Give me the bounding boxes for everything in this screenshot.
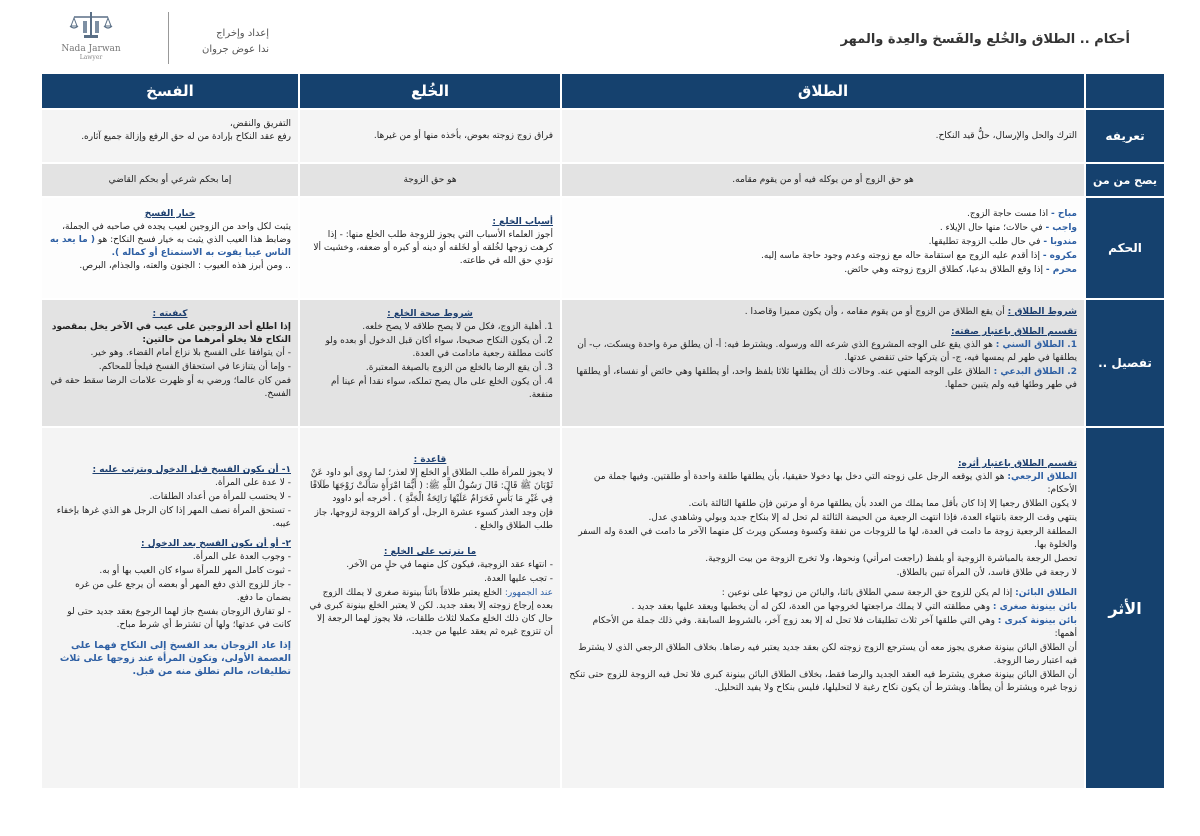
effect-khul-title: قاعدة : (413, 455, 447, 465)
detail-talaq-division-title: تقسيم الطلاق باعتبار صفته: (951, 327, 1077, 337)
effect-khul-rule: لا يجوز للمرأة طلب الطلاق أو الخلع إلا لعذر؛ لما روى أبو داود عَنْ ثَوْبَانَ ﷺ قَالَ: قَالَ رَسُولُ اللَّهِ ﷺ: ( أَيُّمَا امْرَأَةٍ سَأَلَتْ زَوْجَهَا طَلَاقًا فِي غَيْرِ مَا بَأْسٍ فَحَرَامٌ عَلَيْهَا رَائِحَةُ الْجَنَّةِ ) . أخرجه أبو داوود (310, 468, 553, 504)
effect-faskh-title-1: ١- أن يكون الفسخ قبل الدخول ويترتب عليه : (92, 465, 291, 475)
definition-khul (300, 110, 560, 162)
effect-khul (300, 428, 560, 788)
list-item: - وإما أن يتنازعا في استحقاق الفسخ فيلجأ للمحاكم. (98, 362, 291, 372)
logo-divider (168, 12, 169, 64)
ruling-faskh-text: يثبت لكل واحد من الزوجين لعيب يجده في صاحبه في الجملة، وضابط هذا العيب الذي يثبت به خيار فسخ النكاح: هو ( ما يعد به الناس عيبا يفوت به الاستمتاع أو كماله ). (49, 222, 291, 258)
who-faskh-text: إما بحكم شرعي أو بحكم القاضي (108, 174, 232, 185)
detail-faskh (42, 300, 298, 426)
credit-line-2: ندا عوض جروان (202, 44, 270, 55)
effect-khul-majority: عند الجمهور: الخلع يعتبر طلاقاً بائناً بينونة صغرى لا يملك الزوج بعده إرجاع زوجته إلا بعقد جديد. لكن لا يعتبر الخلع بينونة كبرى في حال كان ذلك الخلع مكملا لثلاث طلقات، فلا يجوز لهما الرجعة إلا أن تتزوج غيره ثم يعقد عليها من جديد. (309, 588, 553, 637)
definition-faskh (42, 110, 298, 162)
list-item: - لا يحتسب للمرأة من أعداد الطلقات. (149, 492, 291, 502)
table-row-effect (42, 428, 1164, 788)
effect-talaq-kubra: بائن بينونة كبرى : وهي التي طلقها آخر ثلاث تطليقات فلا تحل له إلا بعد زوج آخر، بالشروط السابقة. وفي ذلك جملة من الأحكام أهمها: (592, 616, 1077, 639)
effect-talaq-bain: الطلاق البائن: إذا لم يكن للزوج حق الرجعة سمي الطلاق بائنا، والبائن من زوجها على نوعين : (721, 588, 1077, 598)
page-title: أحكام .. الطلاق والخُلع والفَسخ والعِدة والمهر (840, 32, 1130, 47)
logo-subtitle: Lawyer (79, 54, 103, 61)
effect-talaq (562, 428, 1084, 788)
row-label-effect: الأثر (1086, 428, 1164, 788)
detail-talaq-bidi: 2. الطلاق البدعي : الطلاق على الوجه المنهي عنه. وحالات ذلك أن يطلقها ثلاثا بلفظ واحد، أو يطلقها وهي حائض أو نفساء، أو يطلقها في طهر وطئها فيه ولم يتبين حملها. (576, 367, 1077, 390)
ruling-khul-text: أجوز العلماء الأسباب التي يجوز للزوجة طلب الخلع منها: - إذا كرهت زوجها لخُلقه أو لخَلقه أو دينه أو كبره أو ضعفه، وخشيت ألا تؤدي حق الله في طاعته. (313, 230, 553, 266)
effect-khul-effect-title: ما يترتب على الخلع : (383, 547, 477, 557)
definition-faskh-line-2: رفع عقد النكاح بإرادة من له حق الرفع وإزالة جميع آثاره. (81, 132, 291, 142)
list-item: - لا عدة على المرأة. (215, 478, 291, 488)
table-row-definition (42, 110, 1164, 162)
effect-talaq-raji: الطلاق الرجعي: هو الذي يوقعه الرجل على زوجته التي دخل بها دخولا حقيقيا، بأن يطلقها طلقة واحدة أو طلقتين. وفيها جملة من الأحكام: (593, 472, 1077, 495)
table-row-detail (42, 300, 1164, 426)
corner-cell (1086, 74, 1164, 108)
column-header-faskh: الفسخ (42, 74, 298, 108)
list-item: 3. أن يقع الرضا بالخلع من الزوج بالصيغة المعتبرة. (365, 363, 553, 373)
definition-khul-text: فراق زوج زوجته بعوض، بأخذه منها أو من غيرها. (373, 130, 553, 141)
who-talaq-text: هو حق الزوج أو من يوكله فيه أو من يقوم مقامه. (732, 174, 914, 185)
list-item: 1. أهلية الزوج، فكل من لا يصح طلاقه لا يصح خلعه. (362, 322, 553, 332)
ruling-khul-title: أسباب الخلع : (492, 217, 553, 227)
list-item: - تجب عليها العدة. (484, 574, 553, 584)
detail-faskh-bold: إذا اطلع أحد الزوجين على عيب في الآخر يخل بمقصود النكاح فلا يخلو أمرهما من حالتين: (51, 322, 291, 345)
list-item: أن الطلاق البائن بينونة صغرى يجوز معه أن يسترجع الزوج زوجته لكن بعقد جديد يعتبر فيه رضاها. بخلاف الطلاق الرجعي الذي لا يشترط فيه اعتبار رضا الزوجة. (578, 643, 1077, 666)
logo-name: Nada Jarwan (61, 44, 121, 54)
credit (202, 26, 269, 58)
effect-talaq-title: تقسيم الطلاق باعتبار أثره: (957, 459, 1077, 469)
column-header-khul: الخُلع (300, 74, 560, 108)
scales-of-justice-icon (68, 10, 114, 40)
list-item: لا يكون الطلاق رجعيا إلا إذا كان بأقل مما يملك من العدد بأن يطلقها مرة أو مرتين فإن طلقها الثالثة بانت. (688, 499, 1077, 509)
list-item: تحصل الرجعة بالمباشرة الزوجية أو بلفظ (راجعت امرأتي) ونحوها، ولا تخرج الزوجة من بيت الزوجية. (705, 554, 1077, 564)
detail-faskh-title: كيفيته : (152, 309, 188, 319)
list-item: لا رجعة في طلاق فاسد، لأن المرأة تبين بالطلاق. (896, 568, 1077, 578)
ruling-item: مكروه - إذا أقدم عليه الزوج مع استقامة حاله مع زوجته وعدم وجود حاجة ماسه إليه. (760, 251, 1077, 261)
detail-faskh-note: فمن كان عالما؛ ورضي به أو ظهرت علامات الرضا سقط حقه في الفسخ. (50, 376, 291, 399)
ruling-item: مندوبا - في حال طلب الزوجة تطليقها. (928, 237, 1077, 247)
detail-talaq-sunni: 1. الطلاق السني : هو الذي يقع على الوجه المشروع الذي شرعه الله ورسوله. ويشترط فيه: أ- أن يطلق مرة واحدة ويسكت، ب- أن يطلقها في طهر لم يمسها فيه، ج- أن يتركها حتى تنقضي عدتها. (577, 340, 1077, 363)
page-header (40, 8, 1160, 70)
ruling-talaq (562, 198, 1084, 298)
ruling-item: مباح - اذا مست حاجة الزوج. (966, 209, 1077, 219)
table-header-row (42, 74, 1164, 108)
credit-line-1: إعداد وإخراج (216, 28, 270, 39)
who-faskh (42, 164, 298, 196)
ruling-khul (300, 198, 560, 298)
list-item: 2. أن يكون النكاح صحيحا، سواء أكان قبل الدخول أو بعده ولو كانت مطلقة رجعية مادامت في العدة. (325, 336, 553, 359)
table-row-who (42, 164, 1164, 196)
column-header-talaq: الطلاق (562, 74, 1084, 108)
list-item: - انتهاء عقد الزوجية، فيكون كل منهما في حلٍ من الآخر. (346, 560, 553, 570)
list-item: - وجوب العدة على المرأة. (192, 552, 291, 562)
detail-khul-title: شروط صحة الخلع : (387, 309, 473, 319)
row-label-who: يصح من من (1086, 164, 1164, 196)
detail-talaq-conditions: شروط الطلاق : أن يقع الطلاق من الزوج أو من يقوم مقامه ، وأن يكون مميزا وقاصدا . (744, 307, 1077, 317)
list-item: - تستحق المرأة نصف المهر إذا كان الرجل هو الذي غرها بإخفاء عيبه. (56, 506, 291, 529)
definition-talaq (562, 110, 1084, 162)
list-item: - ثبوت كامل المهر للمرأة سواء كان العيب بها أو به. (99, 566, 291, 576)
ruling-faskh (42, 198, 298, 298)
list-item: ينتهي وقت الرجعة بانتهاء العدة، فإذا انتهت الرجعية من الحيضة الثالثة لم تحل له إلا بنكاح جديد وبولي وشاهدي عدل. (648, 513, 1077, 523)
table-row-ruling (42, 198, 1164, 298)
list-item: - أن يتوافقا على الفسخ بلا نزاع أمام القضاء. وهو خير. (90, 348, 291, 358)
definition-talaq-text: الترك والحل والإرسال، حلُّ قيد النكاح. (935, 130, 1077, 141)
detail-khul (300, 300, 560, 426)
effect-faskh-title-2: ٢- أو أن يكون الفسخ بعد الدخول : (141, 539, 291, 549)
list-item: 4. أن يكون الخلع على مال يصح تملكه، سواء نقدا أم عينا أم منفعة. (331, 377, 553, 400)
effect-talaq-sughra: بائن بينونة صغرى : وهي مطلقته التي لا يملك مراجعتها لخروجها من العدة، لكن له أن يخطبها ويعقد عليها بعقد جديد . (631, 602, 1077, 612)
who-khul-text: هو حق الزوجة (403, 174, 457, 185)
logo (54, 10, 128, 68)
ruling-faskh-title: خيار الفسخ (144, 209, 196, 219)
list-item: أن الطلاق البائن بينونة صغرى يشترط فيه العقد الجديد والرضا فقط، بخلاف الطلاق البائن بينونة كبرى فلا تحل فيه الزوجة للزوج حتى تنكح زوجا غيره ويشترط أن يطأها. ويشترط أن يكون نكاح رغبة لا لتحليلها، فليس بنكاح ولا يفيد التحليل. (569, 670, 1077, 693)
row-label-definition: تعريفه (1086, 110, 1164, 162)
effect-khul-rule-2: فإن وجد العذر كسوء عشرة الرجل، أو كراهة الزوجة لزوجها، جاز طلب الطلاق والخلع . (314, 508, 553, 531)
who-khul (300, 164, 560, 196)
list-item: - لو تفارق الزوجان بفسخ جاز لهما الرجوع بعقد جديد حتى لو كانت في عدتها؛ ولها أن تشترط أي شرط مباح. (67, 607, 291, 630)
detail-talaq (562, 300, 1084, 426)
row-label-detail: تفصيل .. (1086, 300, 1164, 426)
list-item: المطلقة الرجعية زوجة ما دامت في العدة، لها ما للزوجات من نفقة وكسوة ومسكن ويرث كل منهما الآخر ما دامت في العدة وله السفر والخلوة بها. (578, 527, 1077, 550)
ruling-item: واجب - في حالات؛ منها حال الإيلاء . (939, 223, 1077, 233)
effect-faskh-note: إذا عاد الزوجان بعد الفسخ إلى النكاح فهما على العصمة الأولى، وتكون المرأة عند زوجها على ثلاث تطليقات، مالم تطلق منه من قبل. (59, 640, 291, 677)
ruling-item: محرم - إذا وقع الطلاق بدعيا، كطلاق الزوج زوجته وهي حائض. (844, 265, 1077, 275)
comparison-table (42, 74, 1164, 788)
effect-faskh (42, 428, 298, 788)
who-talaq (562, 164, 1084, 196)
list-item: - جاز للزوج الذي دفع المهر أو بعضه أن يرجع على من غره بضمان ما دفع. (75, 580, 291, 603)
ruling-faskh-text-2: .. ومن أبرز هذه العيوب : الجنون والعته، والجذام، البرص. (79, 261, 291, 271)
definition-faskh-line-1: التفريق والنقض، (229, 119, 291, 129)
row-label-ruling: الحكم (1086, 198, 1164, 298)
